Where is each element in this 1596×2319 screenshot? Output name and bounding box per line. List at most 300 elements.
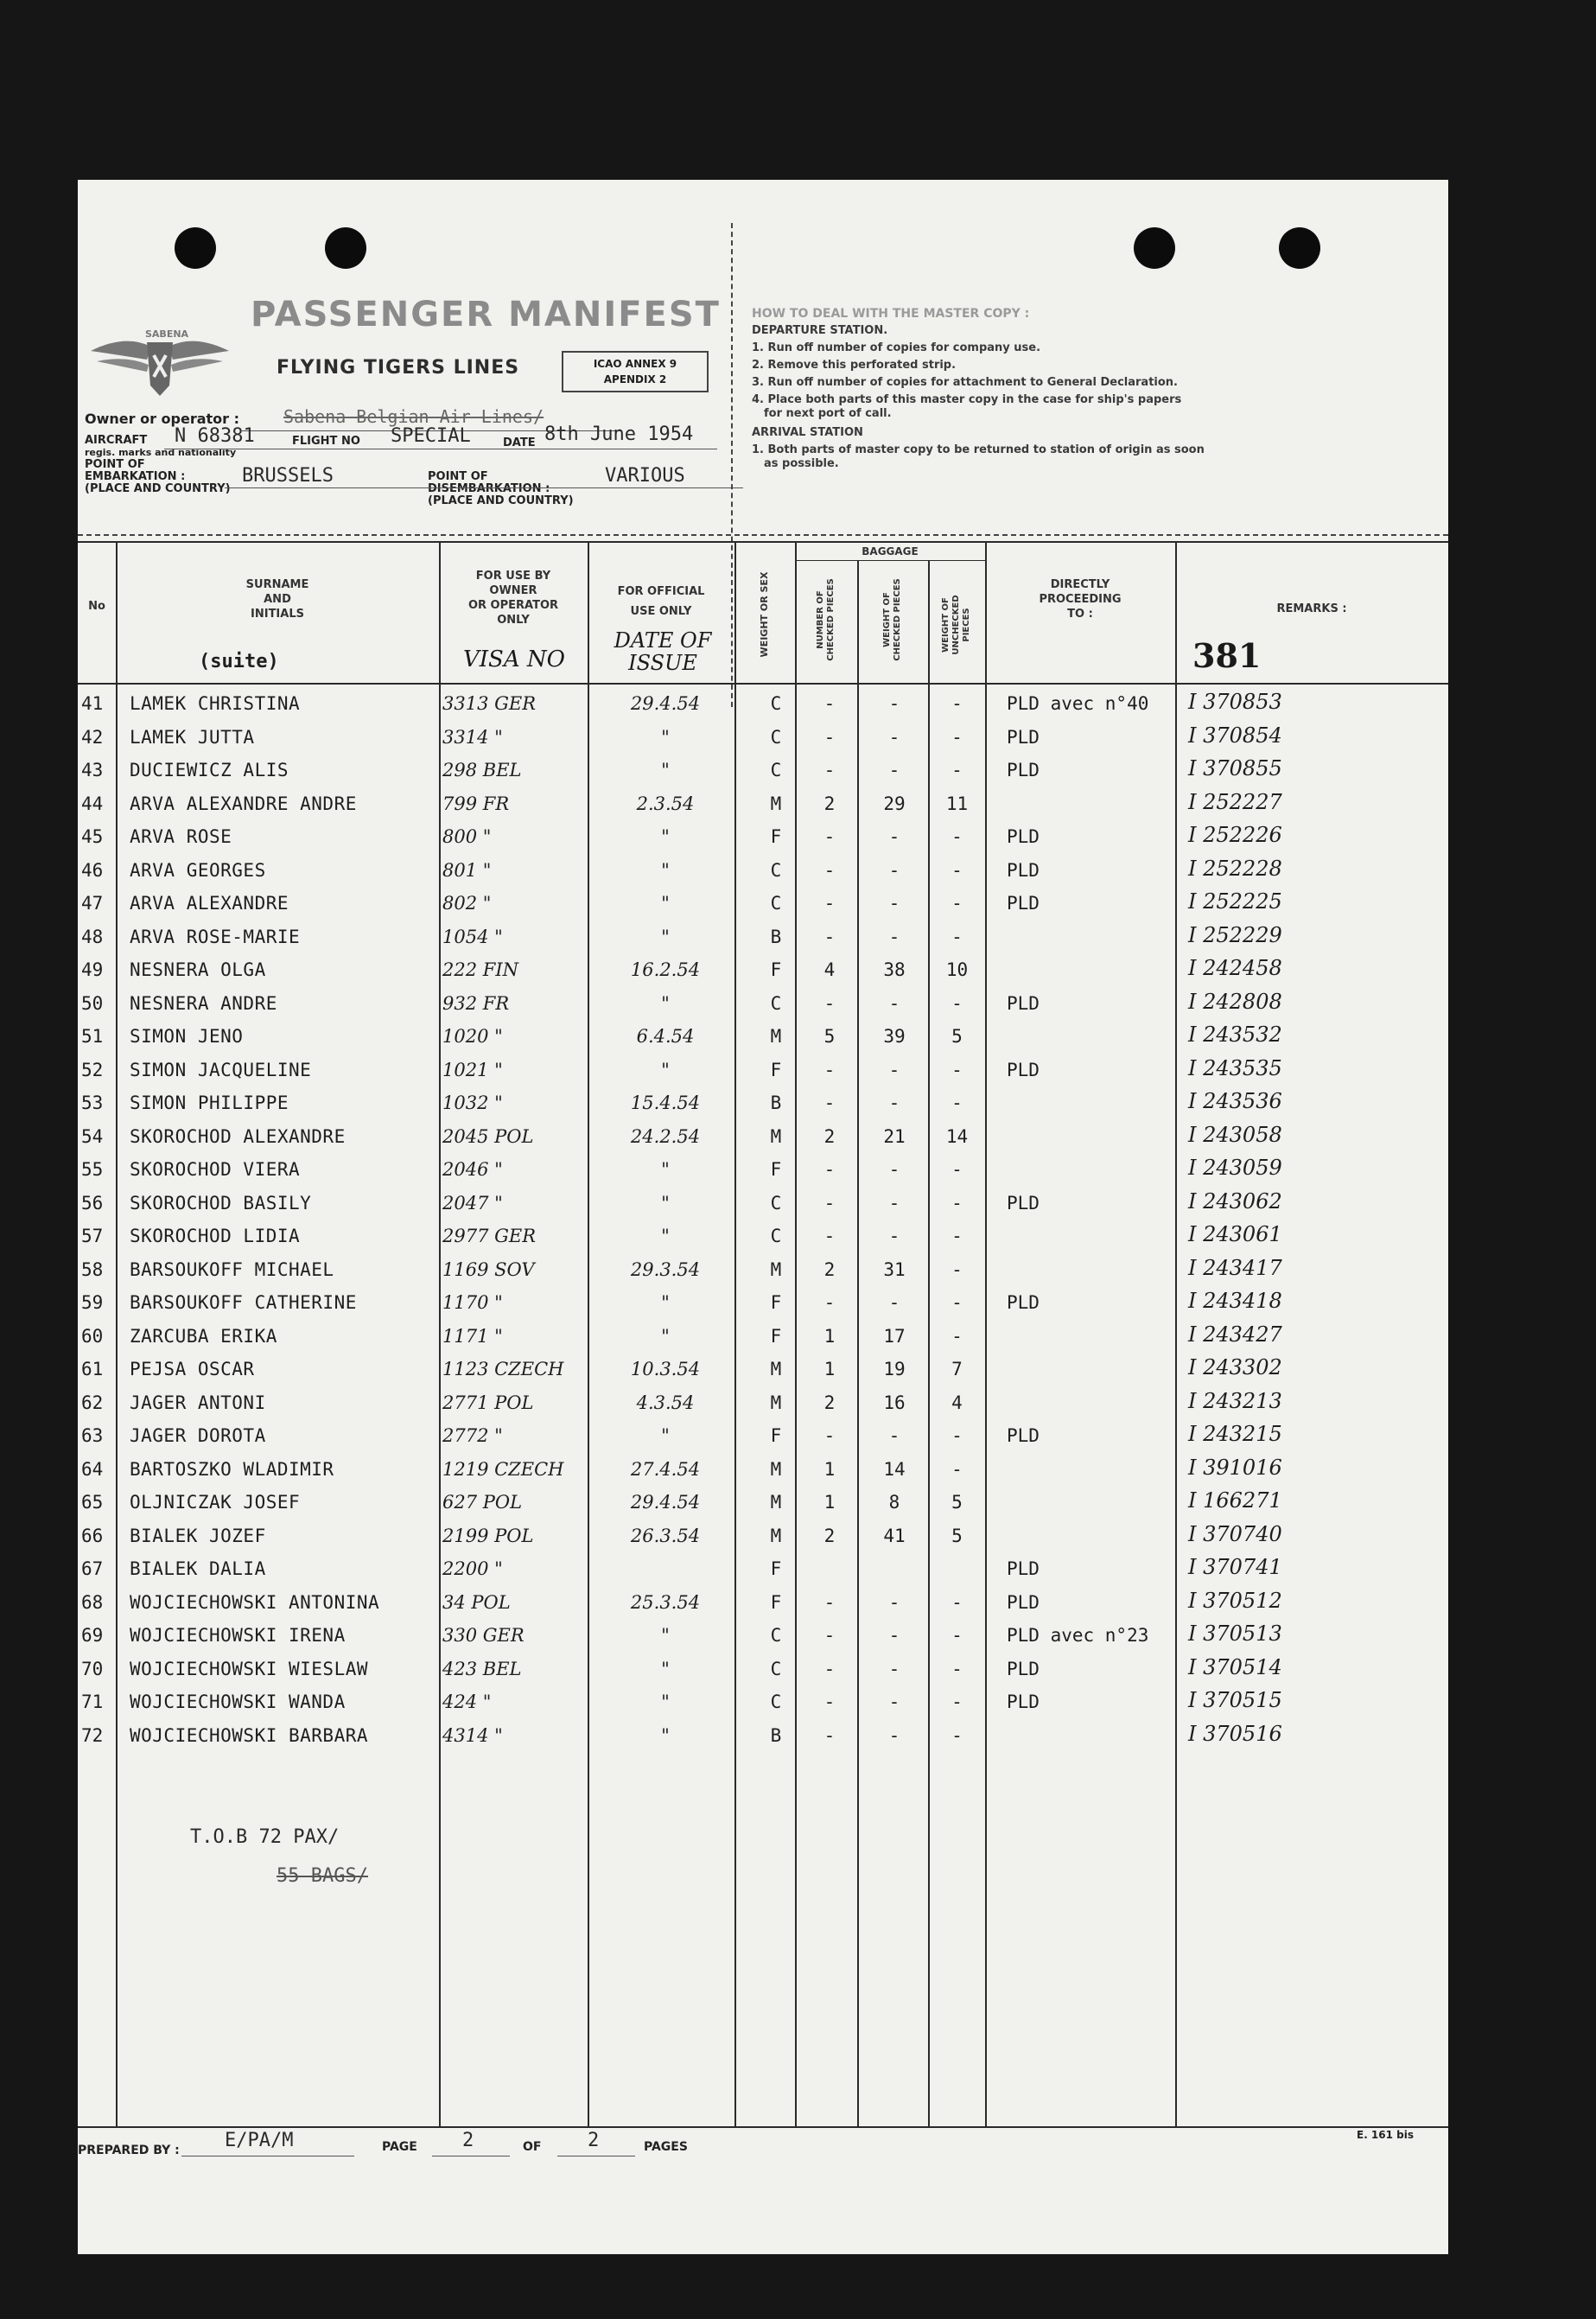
visa-number: 802 " bbox=[442, 893, 492, 914]
arrival-step-1b: as possible. bbox=[764, 457, 839, 470]
unchecked-weight: - bbox=[951, 1658, 963, 1679]
passenger-name: BARSOUKOFF CATHERINE bbox=[130, 1292, 357, 1313]
table-row bbox=[78, 1420, 1448, 1453]
weight-or-sex: C bbox=[770, 992, 782, 1014]
embark-underline bbox=[225, 487, 743, 488]
passenger-name: SKOROCHOD VIERA bbox=[130, 1159, 301, 1180]
remarks-entry: I 243058 bbox=[1188, 1122, 1282, 1147]
table-row bbox=[78, 921, 1448, 954]
visa-number: 1020 " bbox=[442, 1026, 503, 1047]
proceeding-to: PLD bbox=[1007, 1059, 1040, 1080]
passenger-name: ZARCUBA ERIKA bbox=[130, 1325, 277, 1347]
remarks-entry: I 243417 bbox=[1188, 1255, 1282, 1280]
col-bag-weight: WEIGHT OF CHECKED PIECES bbox=[882, 578, 902, 661]
row-number: 58 bbox=[81, 1258, 104, 1280]
remarks-entry: I 243059 bbox=[1188, 1156, 1282, 1180]
table-row bbox=[78, 1520, 1448, 1553]
unchecked-weight: 5 bbox=[951, 1525, 963, 1546]
weight-or-sex: M bbox=[770, 1492, 782, 1513]
unchecked-weight: - bbox=[951, 1425, 963, 1446]
proceeding-to: PLD bbox=[1007, 826, 1040, 847]
checked-pieces: - bbox=[823, 1059, 836, 1080]
visa-number: 2771 POL bbox=[442, 1392, 534, 1413]
proceeding-to: PLD bbox=[1007, 1425, 1040, 1446]
remarks-entry: I 242808 bbox=[1188, 989, 1282, 1014]
table-row bbox=[78, 722, 1448, 755]
issue-date: 4.3.54 bbox=[636, 1392, 695, 1413]
owner-label: Owner or operator : bbox=[85, 411, 240, 427]
unchecked-weight: - bbox=[951, 926, 963, 947]
remarks-entry: I 370514 bbox=[1188, 1654, 1282, 1679]
row-number: 65 bbox=[81, 1492, 104, 1513]
issue-date: 26.3.54 bbox=[630, 1525, 701, 1546]
visa-number: 2045 POL bbox=[442, 1125, 534, 1147]
col-visa-handwritten: VISA NO bbox=[463, 647, 565, 672]
unchecked-weight: - bbox=[951, 1192, 963, 1214]
checked-pieces: 1 bbox=[823, 1458, 836, 1480]
visa-number: 2977 GER bbox=[442, 1226, 537, 1246]
col-owner-use-line-2: OWNER bbox=[489, 584, 537, 597]
departure-heading: DEPARTURE STATION. bbox=[752, 324, 888, 337]
remarks-entry: I 370516 bbox=[1188, 1721, 1282, 1746]
row-number: 47 bbox=[81, 893, 104, 914]
col-suite: (suite) bbox=[199, 651, 279, 672]
issue-date: 16.2.54 bbox=[630, 959, 701, 980]
unchecked-weight: 10 bbox=[945, 959, 969, 980]
col-official-use bbox=[588, 584, 734, 619]
checked-weight: 31 bbox=[883, 1258, 906, 1280]
passenger-name: ARVA ALEXANDRE ANDRE bbox=[130, 793, 357, 814]
col-surname-line-1: SURNAME bbox=[245, 578, 309, 591]
proceeding-to: PLD bbox=[1007, 1691, 1040, 1712]
instruction-step-4a: 4. Place both parts of this master copy in the case for ship's papers bbox=[752, 393, 1182, 406]
remarks-entry: I 242458 bbox=[1188, 956, 1282, 980]
checked-pieces: - bbox=[823, 1226, 836, 1246]
date-value: 8th June 1954 bbox=[544, 424, 694, 445]
remarks-entry: I 243062 bbox=[1188, 1188, 1282, 1214]
table-row bbox=[78, 1220, 1448, 1253]
issue-date: 29.4.54 bbox=[630, 1492, 701, 1513]
visa-number: 1032 " bbox=[442, 1093, 503, 1113]
unchecked-weight: - bbox=[951, 760, 963, 780]
passenger-name: SIMON PHILIPPE bbox=[130, 1093, 289, 1113]
remarks-entry: I 243536 bbox=[1188, 1089, 1282, 1113]
master-copy-instructions bbox=[752, 305, 1322, 469]
checked-weight: - bbox=[888, 1059, 900, 1080]
weight-or-sex: F bbox=[770, 826, 782, 847]
checked-pieces: - bbox=[823, 1625, 836, 1646]
unchecked-weight: 7 bbox=[951, 1359, 963, 1379]
row-number: 60 bbox=[81, 1325, 104, 1347]
col-no: No bbox=[88, 600, 105, 613]
visa-number: 423 BEL bbox=[442, 1658, 522, 1679]
proceeding-to: PLD bbox=[1007, 1591, 1040, 1613]
row-number: 50 bbox=[81, 992, 104, 1014]
table-row bbox=[78, 1387, 1448, 1420]
form-code: E. 161 bis bbox=[1357, 2129, 1415, 2141]
table-row bbox=[78, 1487, 1448, 1519]
checked-weight: - bbox=[888, 1093, 900, 1113]
visa-number: 2046 " bbox=[442, 1159, 503, 1180]
row-number: 41 bbox=[81, 693, 104, 714]
row-number: 48 bbox=[81, 926, 104, 947]
issue-date: 6.4.54 bbox=[636, 1026, 695, 1047]
checked-weight: 21 bbox=[883, 1125, 906, 1147]
unchecked-weight: - bbox=[951, 1093, 963, 1113]
col-weight-sex: WEIGHT OR SEX bbox=[759, 571, 770, 658]
proceeding-to: PLD bbox=[1007, 893, 1040, 914]
checked-pieces: - bbox=[823, 693, 836, 714]
visa-number: 627 POL bbox=[442, 1492, 523, 1513]
passenger-name: PEJSA OSCAR bbox=[130, 1359, 255, 1379]
checked-pieces: - bbox=[823, 1093, 836, 1113]
passenger-name: BIALEK JOZEF bbox=[130, 1525, 266, 1546]
remarks-entry: I 370855 bbox=[1188, 756, 1282, 780]
unchecked-weight: - bbox=[951, 1724, 963, 1746]
checked-weight: - bbox=[888, 1425, 900, 1446]
row-number: 45 bbox=[81, 826, 104, 847]
issue-date: " bbox=[661, 1192, 670, 1214]
col-bag-number: NUMBER OF CHECKED PIECES bbox=[816, 578, 836, 661]
checked-pieces: 2 bbox=[823, 793, 836, 814]
checked-pieces: - bbox=[823, 726, 836, 748]
table-row bbox=[78, 821, 1448, 854]
remarks-entry: I 243427 bbox=[1188, 1322, 1282, 1347]
binder-hole-2 bbox=[325, 227, 366, 269]
passenger-name: JAGER ANTONI bbox=[130, 1392, 266, 1413]
passenger-name: SIMON JACQUELINE bbox=[130, 1059, 312, 1080]
table-row bbox=[78, 1287, 1448, 1320]
visa-number: 424 " bbox=[442, 1691, 492, 1712]
visa-number: 4314 " bbox=[442, 1724, 503, 1746]
checked-weight: - bbox=[888, 1159, 900, 1180]
checked-pieces: - bbox=[823, 926, 836, 947]
row-number: 59 bbox=[81, 1292, 104, 1313]
unchecked-weight: - bbox=[951, 992, 963, 1014]
weight-or-sex: B bbox=[770, 926, 782, 947]
proceeding-to: PLD bbox=[1007, 859, 1040, 881]
table-row bbox=[78, 1653, 1448, 1686]
col-date-hand-1: DATE OF bbox=[614, 628, 712, 653]
table-row bbox=[78, 988, 1448, 1021]
visa-number: 2047 " bbox=[442, 1192, 503, 1214]
proceeding-to: PLD bbox=[1007, 760, 1040, 780]
row-number: 70 bbox=[81, 1658, 104, 1679]
checked-pieces: 1 bbox=[823, 1325, 836, 1347]
visa-number: 2772 " bbox=[442, 1425, 503, 1446]
prepared-by-label: PREPARED BY : bbox=[78, 2144, 180, 2157]
weight-or-sex: B bbox=[770, 1093, 782, 1113]
passenger-name: LAMEK JUTTA bbox=[130, 726, 255, 748]
table-row bbox=[78, 1154, 1448, 1187]
row-number: 49 bbox=[81, 959, 104, 980]
visa-number: 799 FR bbox=[442, 793, 510, 814]
passenger-name: DUCIEWICZ ALIS bbox=[130, 760, 289, 780]
passenger-name: BARSOUKOFF MICHAEL bbox=[130, 1258, 334, 1280]
checked-weight: - bbox=[888, 1691, 900, 1712]
issue-date: " bbox=[661, 1425, 670, 1446]
proceeding-to: PLD avec n°23 bbox=[1007, 1625, 1149, 1646]
issue-date: " bbox=[661, 1325, 670, 1347]
issue-date: " bbox=[661, 1159, 670, 1180]
unchecked-weight: - bbox=[951, 1059, 963, 1080]
of-value: 2 bbox=[588, 2130, 600, 2151]
binder-hole-3 bbox=[1134, 227, 1175, 269]
col-official-line-2: USE ONLY bbox=[630, 605, 692, 618]
checked-weight: - bbox=[888, 1724, 900, 1746]
issue-date: " bbox=[661, 826, 670, 847]
binder-hole-4 bbox=[1279, 227, 1320, 269]
passenger-name: WOJCIECHOWSKI WIESLAW bbox=[130, 1658, 369, 1679]
unchecked-weight: - bbox=[951, 1458, 963, 1480]
weight-or-sex: C bbox=[770, 1226, 782, 1246]
row-number: 44 bbox=[81, 793, 104, 814]
visa-number: 1169 SOV bbox=[442, 1258, 535, 1280]
remarks-entry: I 243418 bbox=[1188, 1289, 1282, 1313]
checked-pieces: - bbox=[823, 1591, 836, 1613]
issue-date: 27.4.54 bbox=[630, 1458, 701, 1480]
issue-date: 25.3.54 bbox=[630, 1591, 701, 1613]
col-remarks: REMARKS : bbox=[1276, 602, 1347, 615]
icao-annex-box bbox=[562, 351, 709, 392]
checked-pieces: - bbox=[823, 826, 836, 847]
checked-weight: 19 bbox=[883, 1359, 906, 1379]
visa-number: 1171 " bbox=[442, 1325, 503, 1347]
unchecked-weight: - bbox=[951, 1159, 963, 1180]
row-number: 54 bbox=[81, 1125, 104, 1147]
page-label: PAGE bbox=[382, 2140, 417, 2154]
checked-pieces: - bbox=[823, 992, 836, 1014]
remarks-entry: I 252229 bbox=[1188, 922, 1282, 947]
weight-or-sex: M bbox=[770, 1458, 782, 1480]
row-number: 67 bbox=[81, 1558, 104, 1579]
embark-label-3: (PLACE AND COUNTRY) bbox=[85, 482, 231, 495]
row-number: 64 bbox=[81, 1458, 104, 1480]
weight-or-sex: M bbox=[770, 1392, 782, 1413]
passenger-name: WOJCIECHOWSKI ANTONINA bbox=[130, 1591, 380, 1613]
table-row bbox=[78, 688, 1448, 721]
row-number: 66 bbox=[81, 1525, 104, 1546]
row-number: 71 bbox=[81, 1691, 104, 1712]
table-row bbox=[78, 954, 1448, 987]
unchecked-weight: - bbox=[951, 826, 963, 847]
flight-label: FLIGHT NO bbox=[292, 435, 360, 448]
col-surname-line-2: AND bbox=[264, 593, 291, 606]
col-owner-use-line-1: FOR USE BY bbox=[475, 570, 551, 583]
col-direct-line-3: TO : bbox=[1067, 608, 1093, 621]
weight-or-sex: F bbox=[770, 1292, 782, 1313]
proceeding-to: PLD bbox=[1007, 992, 1040, 1014]
checked-pieces: 4 bbox=[823, 959, 836, 980]
weight-or-sex: M bbox=[770, 1125, 782, 1147]
unchecked-weight: - bbox=[951, 693, 963, 714]
checked-weight: - bbox=[888, 826, 900, 847]
row-number: 46 bbox=[81, 859, 104, 881]
disembark-label-2: DISEMBARKATION : bbox=[428, 482, 550, 495]
unchecked-weight: - bbox=[951, 893, 963, 914]
checked-pieces: - bbox=[823, 1292, 836, 1313]
remarks-entry: I 370740 bbox=[1188, 1521, 1282, 1546]
table-row bbox=[78, 855, 1448, 888]
weight-or-sex: C bbox=[770, 1625, 782, 1646]
row-number: 53 bbox=[81, 1093, 104, 1113]
remarks-entry: I 252225 bbox=[1188, 889, 1282, 914]
table-row bbox=[78, 1720, 1448, 1753]
remarks-entry: I 243215 bbox=[1188, 1422, 1282, 1446]
unchecked-weight: - bbox=[951, 1292, 963, 1313]
checked-weight: - bbox=[888, 726, 900, 748]
visa-number: 1170 " bbox=[442, 1292, 503, 1313]
table-row bbox=[78, 1188, 1448, 1220]
remarks-entry: I 370741 bbox=[1188, 1555, 1282, 1579]
remarks-entry: I 370512 bbox=[1188, 1588, 1282, 1613]
checked-pieces: 2 bbox=[823, 1525, 836, 1546]
remarks-entry: I 370515 bbox=[1188, 1688, 1282, 1712]
issue-date: 15.4.54 bbox=[630, 1093, 701, 1113]
table-row bbox=[78, 888, 1448, 921]
remarks-entry: I 370854 bbox=[1188, 723, 1282, 748]
aircraft-label: AIRCRAFT bbox=[85, 434, 148, 447]
remarks-entry: I 252228 bbox=[1188, 856, 1282, 881]
checked-pieces: - bbox=[823, 1192, 836, 1214]
issue-date: " bbox=[661, 893, 670, 914]
table-row bbox=[78, 788, 1448, 821]
proceeding-to: PLD bbox=[1007, 726, 1040, 748]
aircraft-sublabel: regis. marks and nationality bbox=[85, 447, 237, 458]
row-number: 43 bbox=[81, 760, 104, 780]
manifest-page bbox=[78, 180, 1448, 2254]
row-number: 57 bbox=[81, 1226, 104, 1246]
unchecked-weight: 4 bbox=[951, 1392, 963, 1413]
col-owner-use-line-4: ONLY bbox=[497, 614, 530, 627]
row-number: 72 bbox=[81, 1724, 104, 1746]
table-row bbox=[78, 1054, 1448, 1087]
remarks-entry: I 243535 bbox=[1188, 1055, 1282, 1080]
unchecked-weight: - bbox=[951, 1325, 963, 1347]
unchecked-weight: 5 bbox=[951, 1026, 963, 1047]
page-underline bbox=[432, 2156, 510, 2157]
passenger-name: JAGER DOROTA bbox=[130, 1425, 266, 1446]
totals-bags: 55 BAGS/ bbox=[277, 1865, 368, 1887]
issue-date: " bbox=[661, 760, 670, 780]
weight-or-sex: F bbox=[770, 1159, 782, 1180]
visa-number: 2199 POL bbox=[442, 1525, 534, 1546]
issue-date: " bbox=[661, 1691, 670, 1712]
checked-weight: - bbox=[888, 1625, 900, 1646]
visa-number: 1123 CZECH bbox=[442, 1359, 564, 1379]
unchecked-weight: - bbox=[951, 1691, 963, 1712]
visa-number: 800 " bbox=[442, 826, 492, 847]
passenger-name: ARVA ALEXANDRE bbox=[130, 893, 289, 914]
passenger-name: OLJNICZAK JOSEF bbox=[130, 1492, 301, 1513]
table-row bbox=[78, 1321, 1448, 1354]
weight-or-sex: M bbox=[770, 1525, 782, 1546]
table-row bbox=[78, 1254, 1448, 1287]
weight-or-sex: M bbox=[770, 1026, 782, 1047]
issue-date: " bbox=[661, 1059, 670, 1080]
visa-number: 1021 " bbox=[442, 1059, 503, 1080]
col-bag-unchecked: WEIGHT OF UNCHECKED PIECES bbox=[941, 595, 971, 655]
col-direct-line-2: PROCEEDING bbox=[1039, 593, 1122, 606]
remarks-entry: I 243532 bbox=[1188, 1023, 1282, 1047]
proceeding-to: PLD bbox=[1007, 1658, 1040, 1679]
perforation-horizontal bbox=[78, 534, 1448, 536]
weight-or-sex: C bbox=[770, 1192, 782, 1214]
proceeding-to: PLD avec n°40 bbox=[1007, 693, 1149, 714]
col-owner-use bbox=[439, 569, 588, 628]
row-number: 61 bbox=[81, 1359, 104, 1379]
row-number: 52 bbox=[81, 1059, 104, 1080]
checked-pieces: 2 bbox=[823, 1125, 836, 1147]
issue-date: " bbox=[661, 726, 670, 748]
weight-or-sex: F bbox=[770, 959, 782, 980]
visa-number: 1219 CZECH bbox=[442, 1458, 564, 1480]
embark-label-1: POINT OF bbox=[85, 458, 145, 471]
date-label: DATE bbox=[503, 436, 536, 449]
weight-or-sex: C bbox=[770, 1691, 782, 1712]
passenger-name: ARVA GEORGES bbox=[130, 859, 266, 881]
icao-line-1: ICAO ANNEX 9 bbox=[593, 358, 677, 370]
visa-number: 34 POL bbox=[442, 1591, 511, 1613]
col-directly-proceeding bbox=[985, 577, 1175, 621]
checked-weight: 41 bbox=[883, 1525, 906, 1546]
visa-number: 801 " bbox=[442, 859, 492, 881]
col-surname bbox=[116, 577, 439, 621]
row-number: 62 bbox=[81, 1392, 104, 1413]
sabena-winged-logo bbox=[86, 308, 233, 403]
remarks-entry: I 252226 bbox=[1188, 823, 1282, 847]
embark-value: BRUSSELS bbox=[242, 465, 334, 487]
page-value: 2 bbox=[462, 2130, 474, 2151]
passenger-name: BIALEK DALIA bbox=[130, 1558, 266, 1579]
remarks-entry: I 243061 bbox=[1188, 1222, 1282, 1246]
of-label: OF bbox=[523, 2140, 542, 2154]
prepared-by-value: E/PA/M bbox=[225, 2130, 294, 2151]
weight-or-sex: F bbox=[770, 1591, 782, 1613]
icao-line-2: APENDIX 2 bbox=[603, 373, 667, 385]
table-row bbox=[78, 1021, 1448, 1054]
weight-or-sex: F bbox=[770, 1325, 782, 1347]
checked-weight: - bbox=[888, 992, 900, 1014]
table-row bbox=[78, 1553, 1448, 1586]
perforation-vertical bbox=[731, 223, 733, 707]
table-row bbox=[78, 755, 1448, 787]
table-row bbox=[78, 1620, 1448, 1653]
remarks-entry: I 243213 bbox=[1188, 1388, 1282, 1413]
remarks-entry: I 252227 bbox=[1188, 789, 1282, 814]
disembark-label-3: (PLACE AND COUNTRY) bbox=[428, 494, 574, 507]
checked-weight: 14 bbox=[883, 1458, 906, 1480]
visa-number: 932 FR bbox=[442, 992, 510, 1014]
unchecked-weight: - bbox=[951, 1625, 963, 1646]
remarks-entry: I 166271 bbox=[1188, 1488, 1282, 1513]
instruction-step-1: 1. Run off number of copies for company use. bbox=[752, 341, 1041, 354]
issue-date: 2.3.54 bbox=[636, 793, 695, 814]
visa-number: 298 BEL bbox=[442, 760, 522, 780]
totals-pax: T.O.B 72 PAX/ bbox=[190, 1826, 340, 1848]
weight-or-sex: F bbox=[770, 1425, 782, 1446]
visa-number: 3314 " bbox=[442, 726, 503, 748]
table-bottom-rule bbox=[78, 2126, 1448, 2128]
visa-number: 3313 GER bbox=[442, 693, 537, 714]
table-row bbox=[78, 1686, 1448, 1719]
col-date-hand-2: ISSUE bbox=[628, 651, 697, 675]
row-number: 69 bbox=[81, 1625, 104, 1646]
passenger-name: WOJCIECHOWSKI WANDA bbox=[130, 1691, 346, 1712]
checked-pieces: - bbox=[823, 1658, 836, 1679]
passenger-name: ARVA ROSE bbox=[130, 826, 232, 847]
passenger-name: SKOROCHOD ALEXANDRE bbox=[130, 1125, 346, 1147]
